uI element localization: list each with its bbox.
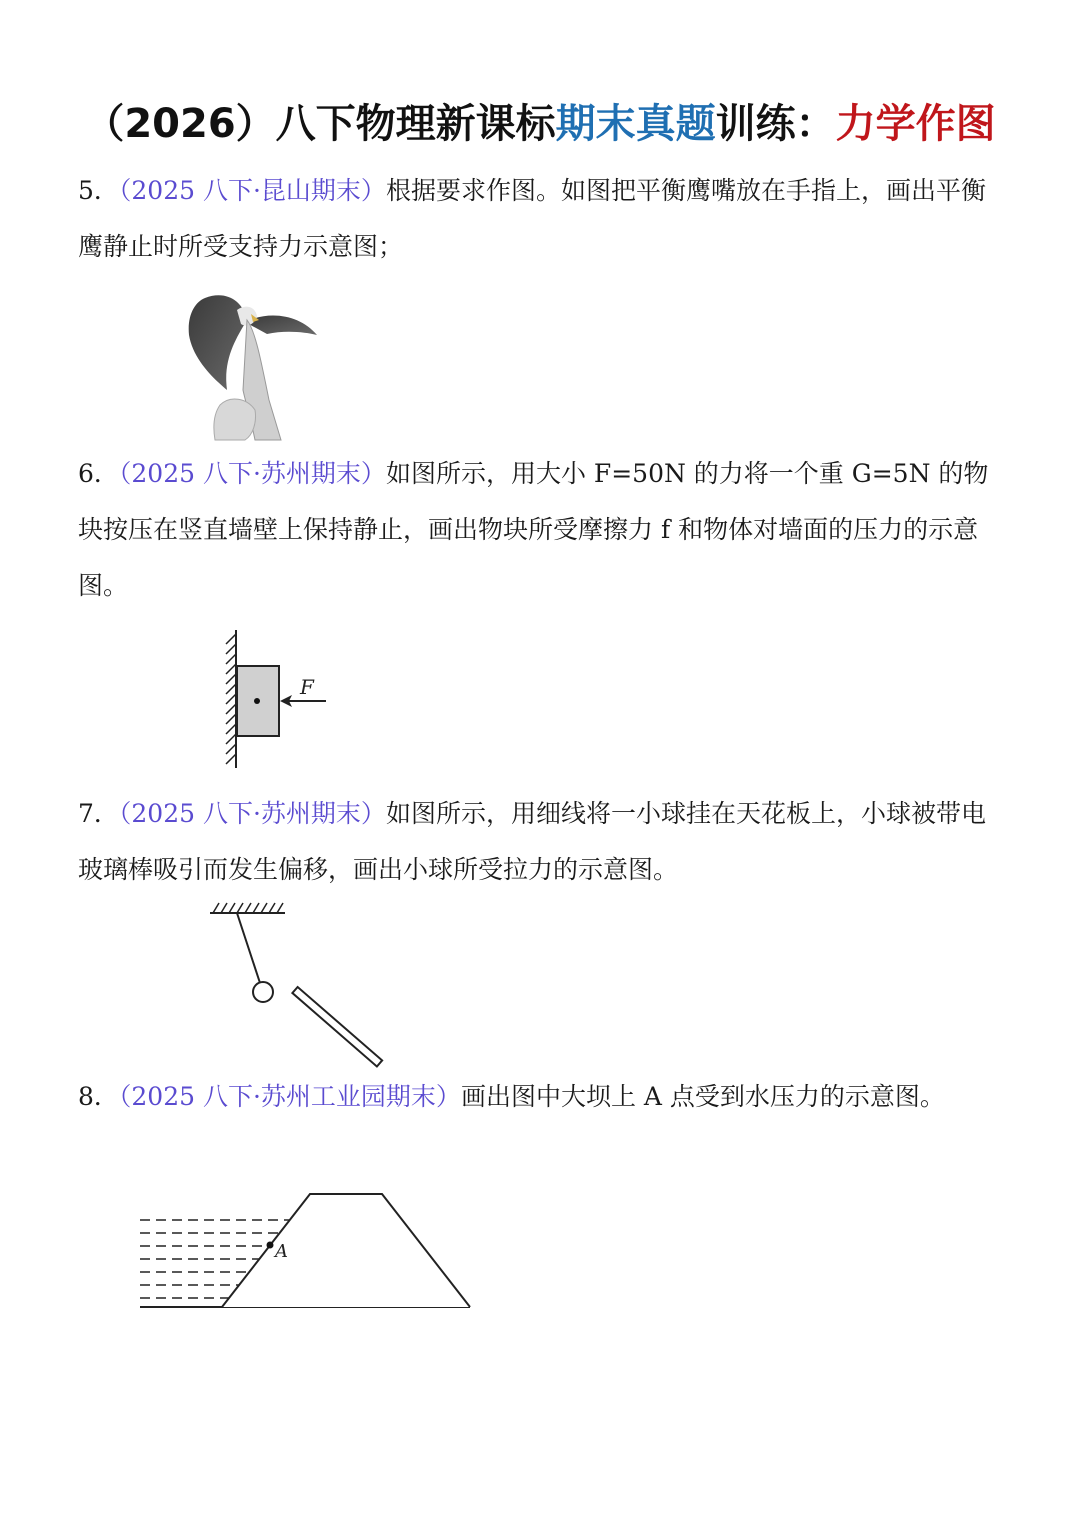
question-text: 如图所示，用细线将一小球挂在天花板上，小球被带电玻璃棒吸引而发生偏移，画出小球所受拉力的示意图。 [78, 799, 986, 884]
question-text: 如图所示，用大小 F=50N 的力将一个重 G=5N 的物块按压在竖直墙壁上保持静止，画出物块所受摩擦力 f 和物体对墙面的压力的示意图。 [78, 459, 989, 600]
dam-figure [132, 1185, 482, 1315]
question-8 [78, 1069, 1008, 1125]
question-7 [78, 786, 1008, 898]
dam [222, 1194, 470, 1307]
question-source: （2025 八下·苏州期末） [118, 799, 386, 828]
question-number: 7． [78, 799, 119, 828]
point-a-label: A [275, 1241, 288, 1262]
balancing-eagle-figure [185, 290, 335, 440]
ball [253, 982, 273, 1002]
pendulum-rod-figure [205, 895, 385, 1065]
question-5 [78, 163, 1008, 275]
question-6 [78, 446, 1008, 614]
question-source: （2025 八下·昆山期末） [118, 176, 386, 205]
force-label: F [300, 675, 314, 699]
point-a [267, 1242, 274, 1249]
question-number: 5． [78, 176, 119, 205]
question-text: 根据要求作图。如图把平衡鹰嘴放在手指上，画出平衡鹰静止时所受支持力示意图； [78, 176, 986, 261]
question-source: （2025 八下·苏州期末） [118, 459, 386, 488]
question-number: 6． [78, 459, 119, 488]
title-highlight-blue: 期末真题 [555, 101, 716, 147]
wall-block-figure [222, 628, 352, 773]
glass-rod [292, 987, 382, 1067]
question-text: 画出图中大坝上 A 点受到水压力的示意图。 [460, 1082, 945, 1111]
title-middle: 训练： [715, 101, 836, 147]
page-title [0, 92, 1080, 149]
question-number: 8． [78, 1082, 119, 1111]
title-prefix: （2026）八下物理新课标 [84, 101, 556, 147]
question-source: （2025 八下·苏州工业园期末） [118, 1082, 461, 1111]
title-highlight-red: 力学作图 [835, 101, 996, 147]
